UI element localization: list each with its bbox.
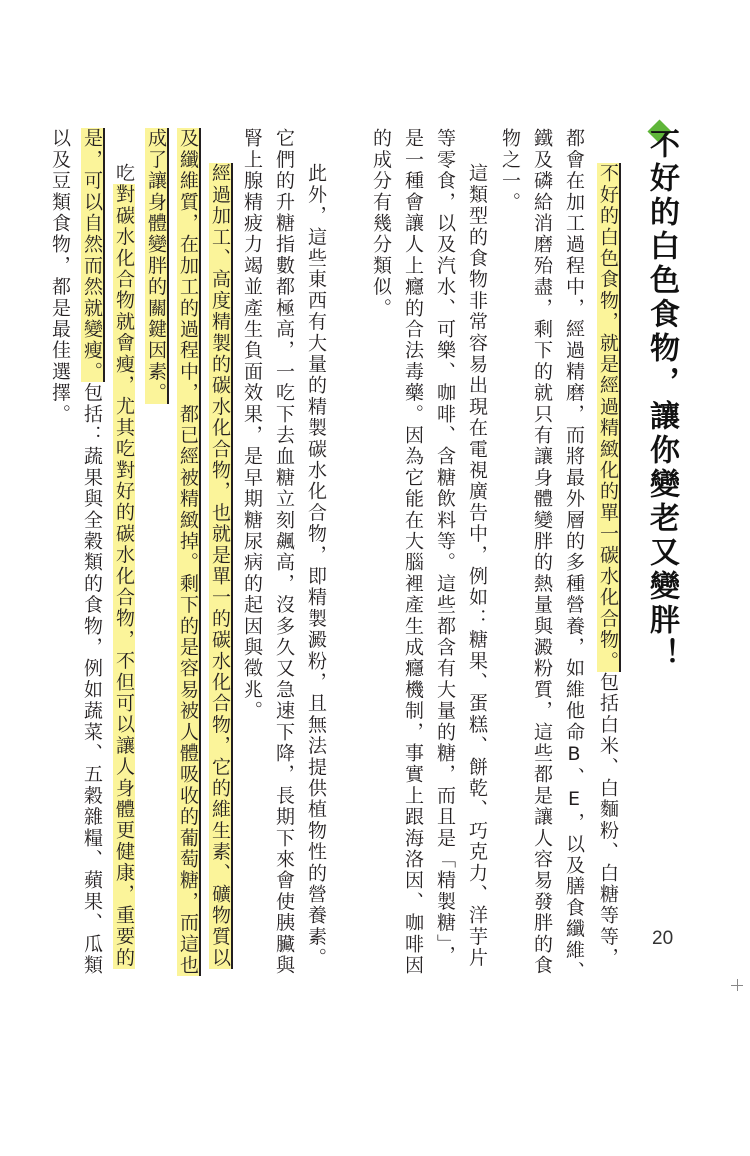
page-title: 不好的白色食物，讓你變老又變胖！	[644, 128, 679, 672]
paragraph-4-line-3	[146, 128, 165, 1121]
highlighted-phrase: 成了讓身體變胖的關鍵因素。	[145, 128, 167, 404]
paragraph-3-line-3: 腎上腺精疲力竭並產生負面效果，是早期糖尿病的起因與徵兆。	[241, 128, 263, 722]
paragraph-1-line-3: 鐵及磷給消磨殆盡，剩下的就只有讓身體變胖的熱量與澱粉質，這些都是讓人容易發胖的食	[531, 128, 553, 976]
paragraph-1-line-2: 都會在加工過程中，經過精磨，而將最外層的多種營養，如維他命B、E，以及膳食纖維、	[563, 128, 585, 982]
paragraph-1-line-4: 物之一。	[499, 128, 521, 213]
text-segment: 包括白米、白麵粉、白糖等等，	[597, 671, 619, 969]
text-segment: 包括：蔬果與全穀類的食物，例如蔬菜、五穀雜糧、蘋果、瓜類	[81, 382, 103, 977]
paragraph-2-line-3: 是一種會讓人上癮的合法毒藥。因為它能在大腦裡產生成癮機制，事實上跟海洛因、咖啡因	[402, 128, 424, 976]
page-number: 20	[652, 928, 674, 949]
paragraph-4-line-2	[178, 128, 197, 1121]
highlighted-phrase: 不好的白色食物，就是經過精緻化的單一碳水化合物。	[597, 163, 619, 672]
paragraph-2-line-2: 等零食，以及汽水、可樂、咖啡、含糖飲料等。這些都含有大量的糖，而且是「精製糖」，	[434, 128, 456, 967]
paragraph-2-line-1: 這類型的食物非常容易出現在電視廣告中，例如：糖果、蛋糕、餅乾、巧克力、洋芋片	[466, 163, 488, 969]
paragraph-2-line-4: 的成分有幾分類似。	[370, 128, 392, 319]
highlighted-phrase: 對碳水化合物就會瘦，尤其吃對好的碳水化合物，不但可以讓人身體更健康，重要的	[113, 184, 135, 969]
highlighted-phrase: 是，可以自然而然就變瘦。	[81, 128, 103, 383]
highlighted-phrase: 經過加工、高度精製的碳水化合物，也就是單一的碳水化合物，它的維生素、礦物質以	[209, 163, 231, 969]
crop-mark	[737, 979, 738, 991]
paragraph-5-line-3: 以及豆類食物，都是最佳選擇。	[49, 128, 71, 425]
paragraph-4-line-1	[210, 163, 229, 1156]
paragraph-5-line-1	[114, 163, 133, 1156]
text-segment: 吃	[113, 163, 135, 185]
paragraph-5-line-2	[82, 128, 101, 1121]
paragraph-3-line-1: 此外，這些東西有大量的精製碳水化合物，即精製澱粉，且無法提供植物性的營養素。	[305, 163, 327, 969]
paragraph-1-line-1	[598, 163, 617, 1156]
highlighted-phrase: 及纖維質，在加工的過程中，都已經被精緻掉。剩下的是容易被人體吸收的葡萄糖，而這也	[177, 128, 199, 976]
paragraph-3-line-2: 它們的升糖指數都極高，一吃下去血糖立刻飆高，沒多久又急速下降，長期下來會使胰臟與	[273, 128, 295, 976]
